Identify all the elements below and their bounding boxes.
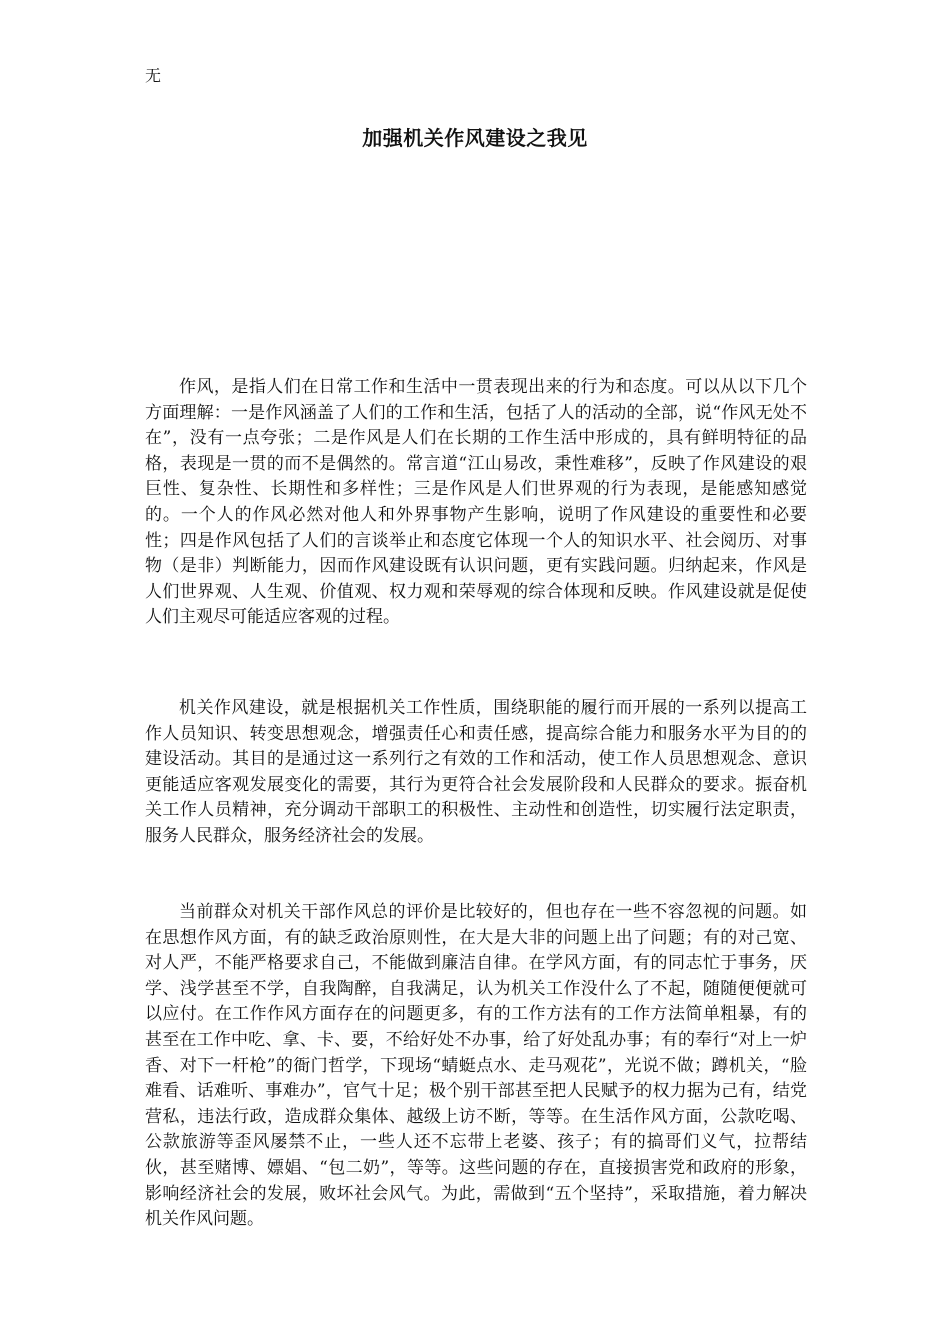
header-note: 无 xyxy=(145,66,162,85)
paragraph-definition: 作风，是指人们在日常工作和生活中一贯表现出来的行为和态度。可以从以下几个方面理解：一是作风涵盖了人们的工作和生活，包括了人的活动的全部，说“作风无处不在”，没有一点夸张；二是作风是人们在长期的工作生活中形成的，具有鲜明特征的品格，表现是一贯的而不是偶然的。常言道“江山易改，秉性难移”，反映了作风建设的艰巨性、复杂性、长期性和多样性；三是作风是人们世界观的行为表现，是能感知感觉的。一个人的作风必然对他人和外界事物产生影响，说明了作风建设的重要性和必要性；四是作风包括了人们的言谈举止和态度它体现一个人的知识水平、社会阅历、对事物（是非）判断能力，因而作风建设既有认识问题，更有实践问题。归纳起来，作风是人们世界观、人生观、价值观、权力观和荣辱观的综合体现和反映。作风建设就是促使人们主观尽可能适应客观的过程。 xyxy=(145,377,807,628)
paragraph-current-problems: 当前群众对机关干部作风总的评价是比较好的，但也存在一些不容忽视的问题。如在思想作风方面，有的缺乏政治原则性，在大是大非的问题上出了问题；有的对己宽、对人严，不能严格要求自己，不能做到廉洁自律。在学风方面，有的同志忙于事务，厌学、浅学甚至不学，自我陶醉，自我满足，认为机关工作没什么了不起，随随便便就可以应付。在工作作风方面存在的问题更多，有的工作方法有的工作方法简单粗暴，有的甚至在工作中吃、拿、卡、要，不给好处不办事，给了好处乱办事；有的奉行“对上一炉香、对下一杆枪”的衙门哲学，下现场“蜻蜓点水、走马观花”，光说不做；蹲机关，“脸难看、话难听、事难办”，官气十足；极个别干部甚至把人民赋予的权力据为己有，结党营私，违法行政，造成群众集体、越级上访不断，等等。在生活作风方面，公款吃喝、公款旅游等歪风屡禁不止，一些人还不忘带上老婆、孩子；有的搞哥们义气，拉帮结伙，甚至赌博、嫖娼、“包二奶”，等等。这些问题的存在，直接损害党和政府的形象，影响经济社会的发展，败坏社会风气。为此，需做到“五个坚持”，采取措施，着力解决机关作风问题。 xyxy=(145,902,807,1230)
paragraph-organ-style: 机关作风建设，就是根据机关工作性质，围绕职能的履行而开展的一系列以提高工作人员知识、转变思想观念，增强责任心和责任感，提高综合能力和服务水平为目的的建设活动。其目的是通过这一系列行之有效的工作和活动，使工作人员思想观念、意识更能适应客观发展变化的需要，其行为更符合社会发展阶段和人民群众的要求。振奋机关工作人员精神，充分调动干部职工的积极性、主动性和创造性，切实履行法定职责，服务人民群众，服务经济社会的发展。 xyxy=(145,698,807,846)
document-title: 加强机关作风建设之我见 xyxy=(362,126,588,150)
